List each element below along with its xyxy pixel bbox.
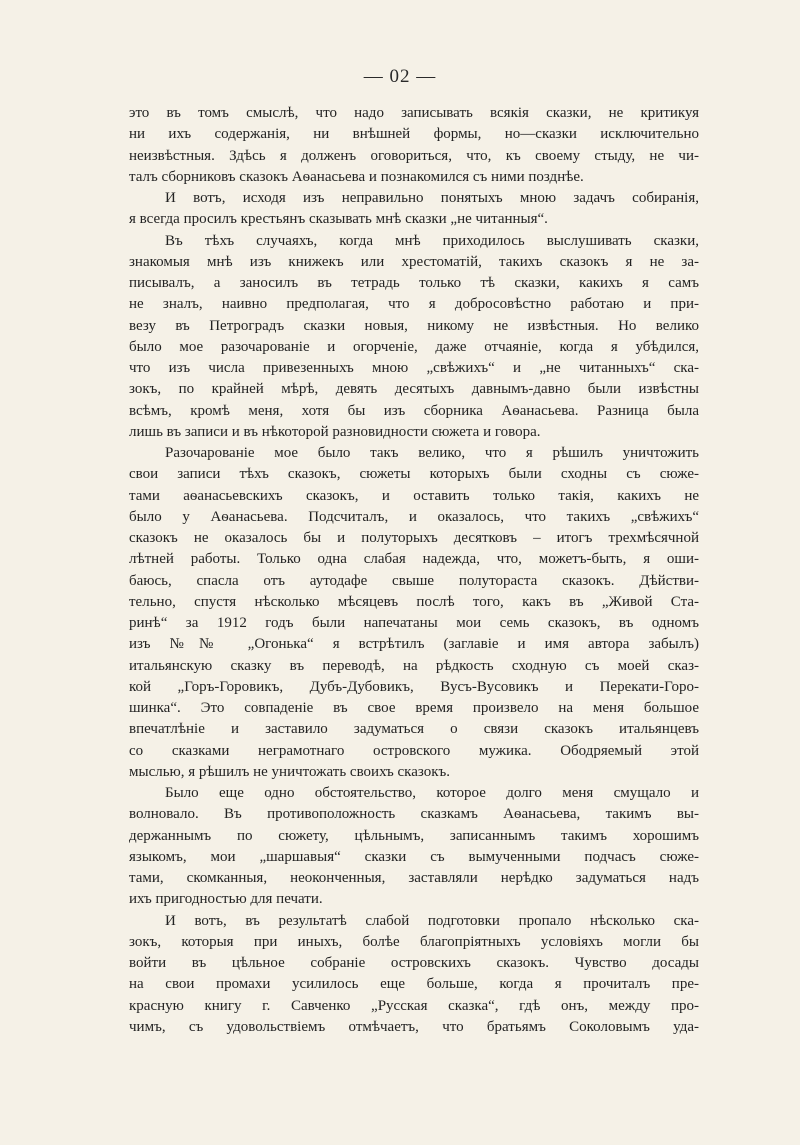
body-text	[129, 103, 699, 1038]
text-line: волновало. Въ противоположность сказкамъ Аѳанасьева, такимъ вы-	[129, 806, 699, 823]
text-line: Было еще одно обстоятельство, которое долго меня смущало и	[165, 785, 699, 801]
page-number: — 02 —	[363, 66, 437, 87]
text-line: ни ихъ содержанія, ни внѣшней формы, но—сказки исключительно	[129, 126, 699, 143]
text-line: мыслью, я рѣшилъ не уничтожать своихъ сказокъ.	[129, 763, 451, 780]
text-line: неизвѣстныя. Здѣсь я долженъ оговориться, что, къ своему стыду, не чи-	[129, 147, 699, 164]
text-line: лѣтней работы. Только одна слабая надежда, что, можетъ-быть, я оши-	[129, 551, 699, 568]
text-line: было у Аѳанасьева. Подсчиталъ, и оказалось, что такихъ „свѣжихъ“	[129, 508, 699, 525]
text-line: что изъ числа привезенныхъ мною „свѣжихъ“ и „не читанныхъ“ ска-	[129, 360, 699, 376]
text-line: свои записи тѣхъ сказокъ, сюжеты которыхъ были сходны съ сюже-	[129, 466, 699, 483]
text-line: держаннымъ по сюжету, цѣльнымъ, записаннымъ такимъ хорошимъ	[129, 827, 699, 844]
text-line: писывалъ, а заносилъ въ тетрадь только тѣ сказки, какихъ я самъ	[129, 275, 699, 291]
text-line: Разочарованіе мое было такъ велико, что я рѣшилъ уничтожить	[165, 445, 699, 461]
text-line: впечатлѣніе и заставило задуматься о связи сказокъ итальянцевъ	[129, 721, 699, 738]
text-line: И вотъ, въ результатѣ слабой подготовки пропало нѣсколько ска-	[165, 912, 699, 929]
text-line: тами аѳанасьевскихъ сказокъ, и оставить только такія, какихъ не	[129, 487, 699, 504]
text-line: ихъ пригодностью для печати.	[129, 891, 323, 908]
text-line: лишь въ записи и въ нѣкоторой разновидности сюжета и говора.	[129, 423, 541, 440]
text-line: сказокъ не оказалось бы и полуторыхъ десятковъ – итогъ трехмѣсячной	[129, 530, 699, 546]
text-line: тами, скомканныя, неоконченныя, заставляли нерѣдко задуматься надъ	[129, 870, 699, 886]
text-line: всѣмъ, кромѣ меня, хотя бы изъ сборника Аѳанасьева. Разница была	[129, 402, 699, 419]
text-line: на свои промахи усилилось еще больше, когда я прочиталъ пре-	[129, 976, 699, 993]
text-line: итальянскую сказку въ переводѣ, на рѣдкость сходную съ моей сказ-	[129, 657, 699, 674]
text-line: баюсь, спасла отъ аутодафе свыше полутораста сказокъ. Дѣйстви-	[129, 572, 699, 589]
text-line: везу въ Петроградъ сказки новыя, никому не извѣстныя. Но велико	[129, 317, 699, 334]
text-line: знакомыя мнѣ изъ книжекъ или хрестоматій, такихъ сказокъ я не за-	[129, 253, 699, 270]
text-line: со сказками неграмотнаго островского мужика. Ободряемый этой	[129, 742, 699, 759]
text-line: зокъ, которыя при иныхъ, болѣе благопріятныхъ условіяхъ могли бы	[129, 933, 699, 950]
text-line: не зналъ, наивно предполагая, что я добросовѣстно работаю и при-	[129, 296, 699, 313]
text-line: кой „Горъ-Горовикъ, Дубъ-Дубовикъ, Вусъ-Вусовикъ и Перекати-Горо-	[129, 678, 699, 695]
text-line: я всегда просилъ крестьянъ сказывать мнѣ сказки „не читанныя“.	[129, 211, 548, 228]
text-line: это въ томъ смыслѣ, что надо записывать всякія сказки, не критикуя	[129, 105, 699, 121]
text-line: изъ №№ „Огонька“ я встрѣтилъ (заглавіе и имя автора забылъ)	[129, 636, 699, 653]
text-line: чимъ, съ удовольствіемъ отмѣчаетъ, что братьямъ Соколовымъ уда-	[129, 1018, 699, 1035]
text-line: И вотъ, исходя изъ неправильно понятыхъ мною задачъ собиранія,	[165, 190, 699, 206]
text-line: тельно, спустя нѣсколько мѣсяцевъ послѣ того, какъ въ „Живой Ста-	[129, 593, 699, 610]
text-line: красную книгу г. Савченко „Русская сказка“, гдѣ онъ, между про-	[129, 997, 699, 1014]
text-line: зокъ, по крайней мѣрѣ, девять десятыхъ давнымъ-давно были извѣстны	[129, 381, 699, 398]
text-line: ринѣ“ за 1912 годъ были напечатаны мои семь сказокъ, въ одномъ	[129, 615, 699, 631]
text-line: шинка“. Это совпаденіе въ свое время произвело на меня большое	[129, 700, 699, 716]
text-line: талъ сборниковъ сказокъ Аѳанасьева и познакомился съ ними позднѣе.	[129, 168, 584, 185]
text-line: Въ тѣхъ случаяхъ, когда мнѣ приходилось выслушивать сказки,	[165, 232, 699, 249]
text-line: войти въ цѣльное собраніе островскихъ сказокъ. Чувство досады	[129, 955, 699, 971]
text-line: было мое разочарованіе и огорченіе, даже отчаяніе, когда я убѣдился,	[129, 338, 699, 355]
text-line: языкомъ, мои „шаршавыя“ сказки съ вымученными подчасъ сюже-	[129, 848, 699, 865]
